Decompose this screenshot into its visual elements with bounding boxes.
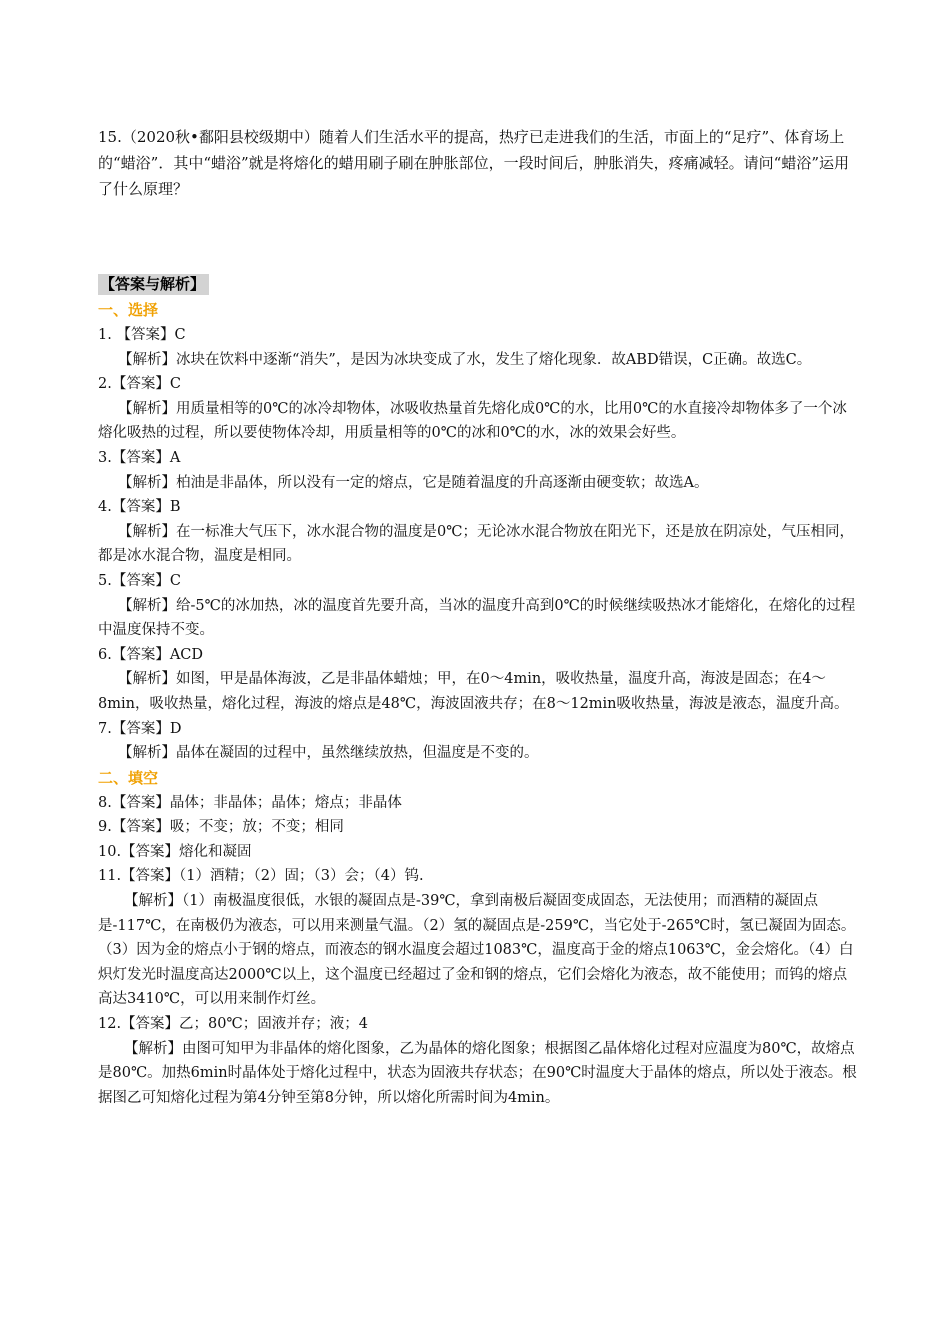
- explanation-3: 【解析】柏油是非晶体，所以没有一定的熔点，它是随着温度的升高逐渐由硬变软；故选A。: [118, 474, 709, 491]
- answer-2: 2.【答案】C: [98, 376, 181, 393]
- answer-10: 10.【答案】熔化和凝固: [98, 843, 252, 860]
- answer-9: 9.【答案】吸；不变；放；不变；相同: [98, 819, 344, 836]
- explanation-4: 【解析】在一标准大气压下，冰水混合物的温度是0℃；无论冰水混合物放在阳光下，还是放在阴凉处，气压相同，都是冰水混合物，温度是相同。: [98, 523, 854, 565]
- explanation-5: 【解析】给-5℃的冰加热，冰的温度首先要升高，当冰的温度升高到0℃的时候继续吸热冰才能熔化，在熔化的过程中温度保持不变。: [98, 597, 856, 639]
- explanation-6: 【解析】如图，甲是晶体海波，乙是非晶体蜡烛；甲，在0～4min，吸收热量，温度升高，海波是固态；在4～8min，吸收热量，熔化过程，海波的熔点是48℃，海波固液共存；在8～12min吸收热量，海波是液态，温度升高。: [98, 671, 849, 712]
- answer-6: 6.【答案】ACD: [98, 646, 204, 663]
- explanation-11: 【解析】（1）南极温度很低，水银的凝固点是-39℃，拿到南极后凝固变成固态，无法使用；而酒精的凝固点是-117℃，在南极仍为液态，可以用来测量气温。（2）氢的凝固点是-259℃，当它处于-265℃时，氢已凝固为固态。（3）因为金的熔点小于钢的熔点，而液态的钢水温度会超过1083℃，温度高于金的熔点1063℃，金会熔化。（4）白炽灯发光时温度高达2000℃以上，这个温度已经超过了金和钢的熔点，它们会熔化为液态，故不能使用；而钨的熔点高达3410℃，可以用来制作灯丝。: [98, 893, 856, 1008]
- answer-3: 3.【答案】A: [98, 449, 181, 466]
- answer-8: 8.【答案】晶体；非晶体；晶体；熔点；非晶体: [98, 794, 402, 811]
- answers-section: [98, 274, 858, 1110]
- question-15: 15.（2020秋•鄱阳县校级期中）随着人们生活水平的提高，热疗已走进我们的生活，市面上的“足疗”、体育场上的“蜡浴”．其中“蜡浴”就是将熔化的蜡用刷子刷在肿胀部位，一段时间后，肿胀消失，疼痛减轻。请问“蜡浴”运用了什么原理？: [98, 128, 850, 198]
- answer-11: 11.【答案】（1）酒精；（2）固；（3）会；（4）钨.: [98, 868, 424, 885]
- section-choice-heading: 一、选择: [98, 301, 159, 319]
- answer-1: 1. 【答案】C: [98, 327, 186, 343]
- explanation-7: 【解析】晶体在凝固的过程中，虽然继续放热，但温度是不变的。: [118, 745, 539, 762]
- answer-5: 5.【答案】C: [98, 572, 181, 589]
- section-fill-heading: 二、填空: [98, 768, 159, 787]
- explanation-2: 【解析】用质量相等的0℃的冰冷却物体，冰吸收热量首先熔化成0℃的水，比用0℃的水直接冷却物体多了一个冰熔化吸热的过程，所以要使物体冷却，用质量相等的0℃的冰和0℃的水，冰的效果会好些。: [98, 400, 847, 442]
- answer-title: 【答案与解析】: [98, 274, 209, 295]
- answer-4: 4.【答案】B: [98, 499, 181, 516]
- answer-12: 12.【答案】乙；80℃；固液并存；液；4: [98, 1016, 368, 1033]
- explanation-1: 【解析】冰块在饮料中逐渐“消失”，是因为冰块变成了水，发生了熔化现象．故ABD错误，C正确。故选C。: [118, 351, 812, 368]
- answer-7: 7.【答案】D: [98, 720, 182, 737]
- explanation-12: 【解析】由图可知甲为非晶体的熔化图象，乙为晶体的熔化图象；根据图乙晶体熔化过程对应温度为80℃，故熔点是80℃。加热6min时晶体处于熔化过程中，状态为固液共存状态；在90℃时温度大于晶体的熔点，所以处于液态。根据图乙可知熔化过程为第4分钟至第8分钟，所以熔化所需时间为4min。: [98, 1040, 857, 1106]
